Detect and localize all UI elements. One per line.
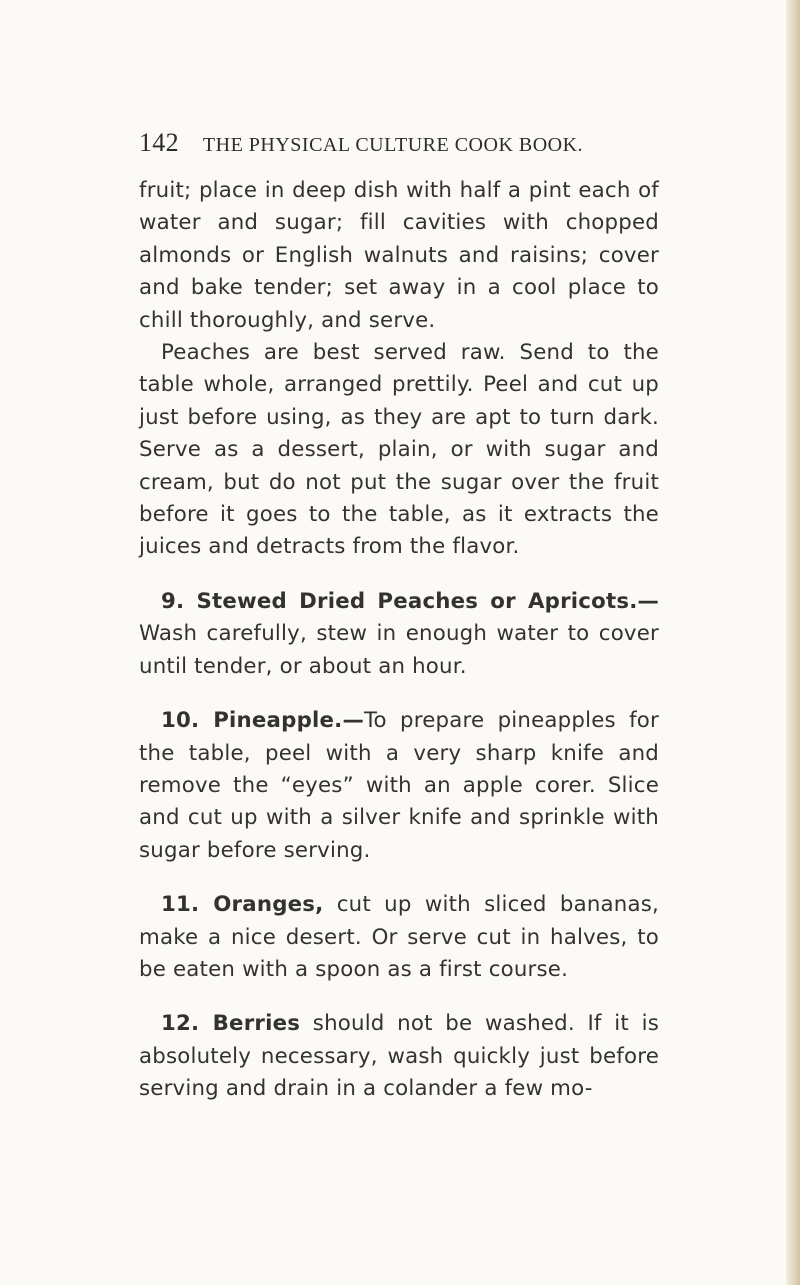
running-title: THE PHYSICAL CULTURE COOK BOOK.: [202, 134, 584, 156]
recipe-title: 11. Oranges,: [161, 892, 324, 918]
page-edge: [786, 0, 800, 1285]
recipe-oranges: [139, 889, 659, 986]
recipe-title: 9. Stewed Dried Peaches or Apricots.—: [161, 588, 659, 614]
page-number: 142: [139, 128, 179, 157]
recipe-stewed-dried-peaches: [139, 586, 659, 683]
recipe-title: 10. Pineapple.—: [161, 708, 364, 734]
paragraph-text: fruit; place in deep dish with half a pint each of water and sugar; fill cavities with chopped almonds or English walnuts and raisins; cover and bake tender; set away in a cool place to chill thoroughly, and serve.: [139, 178, 659, 333]
recipe-title: 12. Berries: [161, 1011, 301, 1037]
recipe-pineapple: [139, 705, 659, 867]
recipe-text: should not be washed. If it is absolutely necessary, wash quickly just before serving and drain in a colander a few mo-: [139, 1011, 659, 1102]
page-body: [139, 175, 659, 1106]
paragraph-fruit-continued: [139, 175, 659, 337]
recipe-text: To prepare pineapples for the table, peel with a very sharp knife and remove the “eyes” with an apple corer. Slice and cut up with a silver knife and sprinkle with sugar before serving.: [139, 708, 659, 863]
recipe-text: Wash carefully, stew in enough water to cover until tender, or about an hour.: [139, 621, 659, 679]
recipe-berries: [139, 1008, 659, 1105]
recipe-text: cut up with sliced bananas, make a nice desert. Or serve cut in halves, to be eaten with a spoon as a first course.: [139, 892, 659, 982]
paragraph-peaches: [139, 337, 659, 564]
page-header: [139, 128, 699, 158]
paragraph-text: Peaches are best served raw. Send to the table whole, arranged prettily. Peel and cut up just before using, as they are apt to turn dark. Serve as a dessert, plain, or with sugar and cream, but do not put the sugar over the fruit before it goes to the table, as it extracts the juices and detracts from the flavor.: [139, 340, 659, 560]
